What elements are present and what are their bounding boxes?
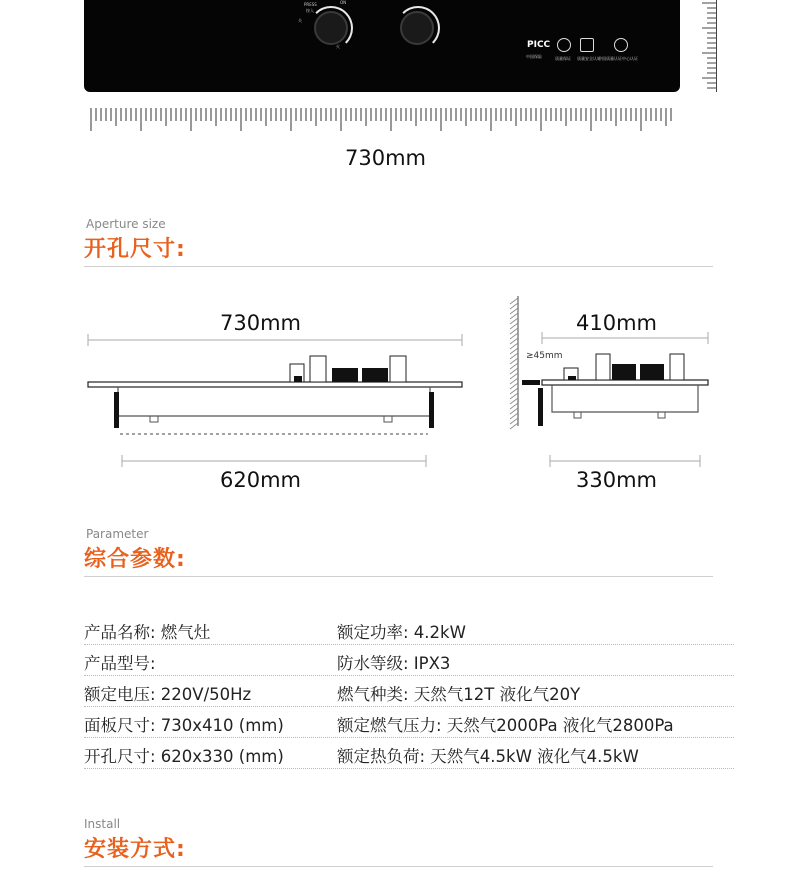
aperture-section-en: Aperture size [86, 217, 166, 231]
param-right-3: 额定燃气压力: 天然气2000Pa 液化气2800Pa [337, 716, 674, 735]
side-ruler [688, 0, 717, 92]
knob-off-label: 关 [298, 18, 302, 23]
cert-seal-1 [557, 38, 571, 52]
side-diagram [500, 292, 720, 432]
front-diagram [84, 330, 474, 460]
brand-logo: PICC [527, 40, 551, 50]
front-bottom-dim [120, 455, 430, 469]
aperture-divider [84, 266, 713, 267]
param-row-separator [84, 768, 734, 769]
param-row-separator [84, 706, 734, 707]
panel-width-label: 730mm [345, 146, 426, 170]
parameter-divider [84, 576, 713, 577]
aperture-section-title: 开孔尺寸: [84, 237, 186, 262]
param-right-0: 额定功率: 4.2kW [337, 623, 466, 642]
knob-on-label: ON [340, 0, 347, 5]
parameter-section-title: 综合参数: [84, 547, 186, 572]
param-right-1: 防水等级: IPX3 [337, 654, 451, 673]
knob-fire-label: 火 [336, 44, 340, 49]
param-left-1: 产品型号: [84, 654, 156, 673]
knob-right [400, 11, 434, 45]
knob-left [314, 11, 348, 45]
cert-seal-3 [614, 38, 628, 52]
knob-press-cn-label: 按入 [306, 8, 314, 13]
param-row-separator [84, 644, 734, 645]
param-right-4: 额定热负荷: 天然气4.5kW 液化气4.5kW [337, 747, 639, 766]
install-section-title: 安装方式: [84, 837, 186, 862]
param-row-separator [84, 737, 734, 738]
cert-label-1: 质量保证 [555, 56, 571, 61]
cert-label-2: 质量安全认证 [577, 56, 601, 61]
param-left-2: 额定电压: 220V/50Hz [84, 685, 252, 704]
param-left-4: 开孔尺寸: 620x330 (mm) [84, 747, 284, 766]
width-ruler [90, 108, 673, 132]
param-row-separator [84, 675, 734, 676]
install-section-en: Install [84, 817, 121, 831]
front-width-label: 730mm [220, 311, 301, 335]
stove-panel-image [84, 0, 680, 92]
param-left-3: 面板尺寸: 730x410 (mm) [84, 716, 284, 735]
knob-press-label: PRESS [304, 2, 317, 7]
side-gap-label: ≥45mm [526, 351, 563, 361]
param-right-2: 燃气种类: 天然气12T 液化气20Y [337, 685, 581, 704]
side-depth-label: 410mm [576, 311, 657, 335]
front-cutout-label: 620mm [220, 468, 301, 492]
side-bottom-dim [546, 455, 706, 469]
brand-note: 中国保险 [526, 54, 542, 59]
parameter-section-en: Parameter [86, 527, 149, 541]
install-divider [84, 866, 713, 867]
param-left-0: 产品名称: 燃气灶 [84, 623, 211, 642]
side-cutout-label: 330mm [576, 468, 657, 492]
cert-label-3: 中国质量认证中心认证 [598, 56, 638, 61]
cert-seal-2 [580, 38, 594, 52]
